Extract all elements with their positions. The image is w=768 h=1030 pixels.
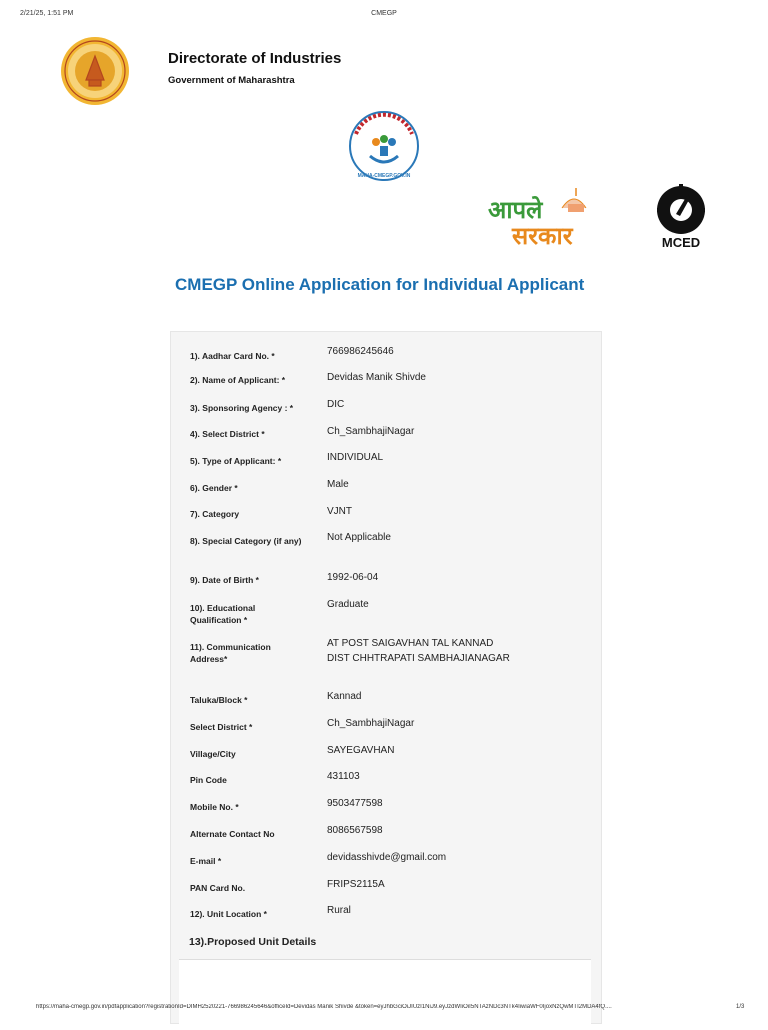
field-label: 3). Sponsoring Agency : * [190, 403, 294, 413]
field-label: 1). Aadhar Card No. * [190, 351, 275, 361]
field-label: 10). Educational Qualification * [190, 603, 256, 625]
field-label: E-mail * [190, 856, 222, 866]
cmegp-logo [342, 106, 426, 186]
field-value: VJNT [327, 506, 352, 517]
field-label: Pin Code [190, 775, 227, 785]
page-title: Directorate of Industries [168, 50, 342, 67]
field-value: 1992-06-04 [327, 572, 379, 583]
field-label: 11). Communication Address* [190, 642, 271, 664]
field-label: 2). Name of Applicant: * [190, 375, 286, 385]
field-value: Devidas Manik Shivde [327, 372, 426, 383]
print-datetime: 2/21/25, 1:51 PM [20, 10, 74, 17]
field-label: 7). Category [190, 509, 240, 519]
maharashtra-emblem-icon [56, 36, 134, 106]
field-value: SAYEGAVHAN [327, 745, 395, 756]
field-value: Kannad [327, 691, 362, 702]
print-url: https://maha-cmegp.gov.in/pdfapplication?registrationId=DIMH2520221-766986245646&officeId=Devidas Manik Shivde &token=eyJhbGciOiJIUzI1NiJ9.eyJzdWIiOiI5NTAzNDc3NTk4IiwiaWF0IjoxNzQwMTI2MDA4fQ.... [36, 1004, 612, 1010]
field-label: 8). Special Category (if any) [190, 536, 302, 546]
field-label: PAN Card No. [190, 883, 246, 893]
field-label: Taluka/Block * [190, 695, 248, 705]
field-value: Ch_SambhajiNagar [327, 426, 415, 437]
aaple-text: आपले [488, 196, 543, 224]
field-value: INDIVIDUAL [327, 452, 384, 463]
field-value: 431103 [327, 771, 360, 782]
cmegp-logo-text: MAHA-CMEGP.GOV.IN [357, 173, 411, 179]
field-label: Mobile No. * [190, 802, 239, 812]
field-value: devidasshivde@gmail.com [327, 852, 447, 863]
print-title: CMEGP [371, 10, 397, 17]
field-label: 6). Gender * [190, 483, 238, 493]
field-value: Graduate [327, 599, 369, 610]
aaple-sarkar-logo [484, 186, 610, 250]
field-label: Alternate Contact No [190, 829, 275, 839]
field-value: 8086567598 [327, 825, 383, 836]
field-value: DIC [327, 399, 345, 410]
field-label: 5). Type of Applicant: * [190, 456, 282, 466]
field-value: 9503477598 [327, 798, 383, 809]
application-card [170, 331, 602, 1024]
page-subtitle: Government of Maharashtra [168, 75, 295, 86]
field-value: FRIPS2115A [327, 879, 385, 890]
field-label: 12). Unit Location * [190, 909, 267, 919]
field-value: 766986245646 [327, 346, 394, 357]
field-value: Rural [327, 905, 351, 916]
field-value: Not Applicable [327, 532, 391, 543]
field-label: Select District * [190, 722, 253, 732]
field-label: 4). Select District * [190, 429, 265, 439]
field-label: Village/City [190, 749, 236, 759]
form-title: CMEGP Online Application for Individual Applicant [175, 275, 585, 294]
page-number: 1/3 [736, 1004, 745, 1010]
field-label: 9). Date of Birth * [190, 575, 259, 585]
field-value: Male [327, 479, 349, 490]
sarkar-text: सरकार [512, 222, 573, 250]
mced-logo [648, 184, 714, 250]
proposed-unit-box [179, 960, 591, 1030]
section-heading: 13).Proposed Unit Details [189, 936, 317, 948]
field-value: Ch_SambhajiNagar [327, 718, 415, 729]
mced-text: MCED [661, 235, 701, 250]
field-value: AT POST SAIGAVHAN TAL KANNAD DIST CHHTRAPATI SAMBHAJIANAGAR [327, 638, 510, 664]
